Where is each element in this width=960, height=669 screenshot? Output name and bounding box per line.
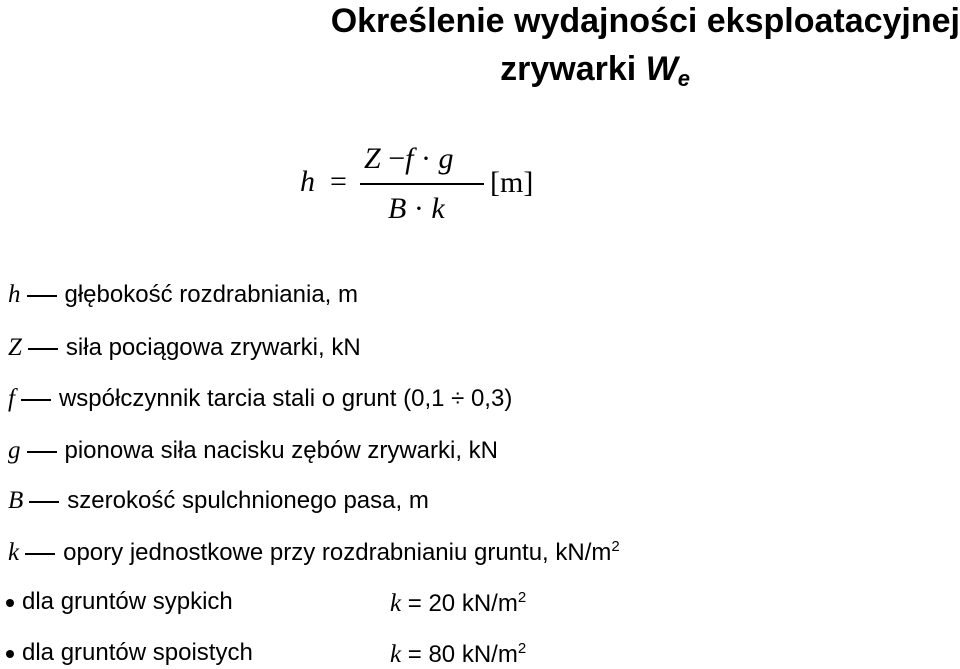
- superscript: 2: [517, 640, 527, 657]
- fraction-bar: [360, 183, 484, 185]
- bullet-value: [390, 641, 526, 667]
- title-variable: W: [645, 50, 678, 88]
- numerator-z: Z: [364, 142, 381, 175]
- superscript: 2: [517, 589, 527, 606]
- definition-g: [8, 438, 498, 463]
- numerator-dot: ·: [420, 142, 431, 175]
- definition-text: głębokość rozdrabniania, m: [64, 281, 358, 308]
- definition-symbol: k: [8, 539, 20, 566]
- bullet-item: [6, 588, 527, 617]
- dash: [29, 501, 59, 503]
- bullet-variable: k: [390, 590, 402, 617]
- bullet-label: dla gruntów sypkich: [22, 588, 233, 615]
- bullet-item: [6, 639, 527, 668]
- page-title-line-1: Określenie wydajności eksploatacyjnej: [330, 2, 960, 40]
- superscript: 2: [611, 538, 620, 555]
- dash: [28, 348, 58, 350]
- denominator-k: k: [431, 192, 445, 225]
- dash: [21, 399, 51, 401]
- bullet-variable: k: [390, 641, 402, 668]
- formula-lhs: h: [300, 165, 315, 198]
- formula-numerator: [364, 142, 453, 176]
- bullet-value: [390, 590, 526, 616]
- dash: [25, 553, 55, 555]
- definition-text: opory jednostkowe przy rozdrabnianiu gruntu, kN/m: [63, 539, 612, 566]
- formula-denominator: [388, 192, 445, 226]
- definition-k: [8, 539, 620, 565]
- definition-text: szerokość spulchnionego pasa, m: [67, 487, 429, 514]
- bullet-value-text: = 80 kN/m: [401, 641, 518, 668]
- numerator-g: g: [438, 142, 454, 175]
- formula-equals: =: [330, 165, 347, 198]
- denominator-b: B: [388, 192, 407, 225]
- definition-symbol: B: [8, 487, 24, 514]
- bullet-icon: [6, 650, 14, 658]
- bullet-value-text: = 20 kN/m: [401, 590, 518, 617]
- title-prefix: zrywarki: [500, 50, 646, 88]
- denominator-dot: ·: [413, 192, 424, 225]
- definition-b: [8, 488, 429, 513]
- definition-symbol: Z: [8, 334, 22, 361]
- formula: [0, 0, 960, 240]
- bullet-label: dla gruntów spoistych: [22, 639, 253, 666]
- definition-symbol: h: [8, 281, 21, 308]
- bullet-icon: [6, 599, 14, 607]
- definition-f: [8, 386, 512, 411]
- definition-text: współczynnik tarcia stali o grunt (0,1 ÷ 0,3): [58, 385, 513, 412]
- definition-text: siła pociągowa zrywarki, kN: [65, 334, 361, 361]
- formula-unit: [m]: [490, 166, 534, 199]
- numerator-minus: −: [388, 142, 406, 175]
- dash: [27, 451, 57, 453]
- definition-symbol: g: [8, 437, 21, 464]
- definition-z: [8, 335, 361, 360]
- definition-text: pionowa siła nacisku zębów zrywarki, kN: [64, 437, 498, 464]
- definition-symbol: f: [8, 385, 15, 412]
- title-subscript: e: [677, 66, 690, 91]
- definition-h: [8, 282, 358, 307]
- dash: [27, 295, 57, 297]
- numerator-f: f: [405, 142, 414, 175]
